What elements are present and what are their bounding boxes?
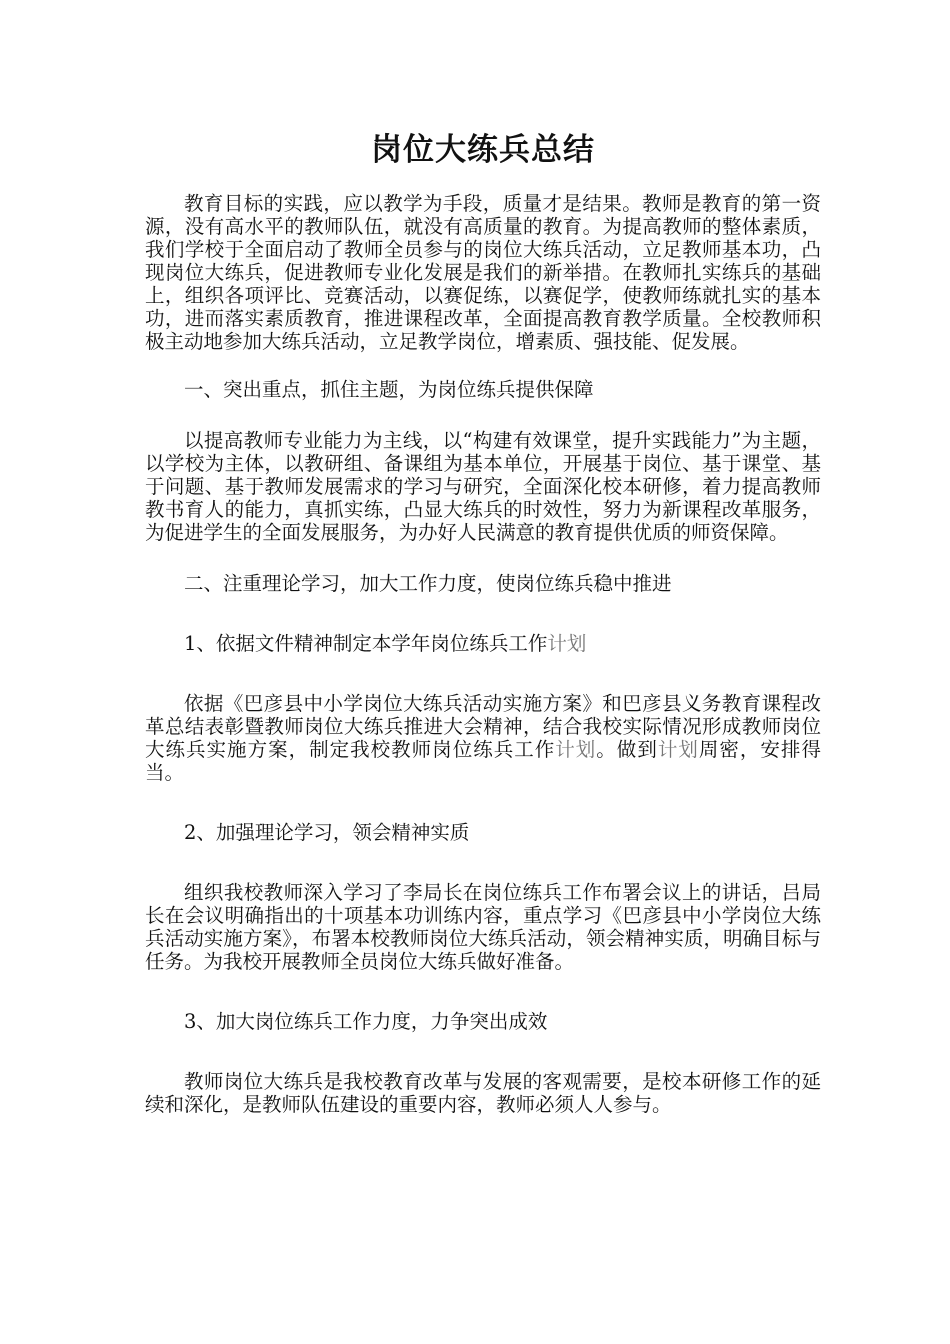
subsection-1-text-c: 周密，安排得当。 [145,738,821,784]
plan-link-text: 计划 [657,738,699,761]
subsection-1-paragraph [145,692,821,784]
subsection-3-paragraph: 教师岗位大练兵是我校教育改革与发展的客观需要，是校本研修工作的延续和深化，是教师队伍建设的重要内容，教师必须人人参与。 [145,1070,821,1116]
section-1-paragraph: 以提高教师专业能力为主线，以“构建有效课堂，提升实践能力”为主题，以学校为主体，以教研组、备课组为基本单位，开展基于岗位、基于课堂、基于问题、基于教师发展需求的学习与研究，全面深化校本研修，着力提高教师教书育人的能力，真抓实练，凸显大练兵的时效性，努力为新课程改革服务，为促进学生的全面发展服务，为办好人民满意的教育提供优质的师资保障。 [145,429,821,544]
plan-link-text: 计划 [555,738,597,761]
document-page [145,128,821,1116]
document-title: 岗位大练兵总结 [371,132,595,168]
subheading-1-text: 1、依据文件精神制定本学年岗位练兵工作 [184,632,548,655]
heading-section-2: 二、注重理论学习，加大工作力度，使岗位练兵稳中推进 [184,572,672,595]
subheading-3: 3、加大岗位练兵工作力度，力争突出成效 [184,1010,548,1033]
subheading-1 [145,632,821,655]
subheading-2: 2、加强理论学习，领会精神实质 [184,821,470,844]
subsection-1-text-a: 依据《巴彦县中小学岗位大练兵活动实施方案》和巴彦县义务教育课程改革总结表彰暨教师岗位大练兵推进大会精神，结合我校实际情况形成教师岗位大练兵实施方案，制定我校教师岗位练兵工作 [145,692,821,761]
intro-paragraph: 教育目标的实践，应以教学为手段，质量才是结果。教师是教育的第一资源，没有高水平的教师队伍，就没有高质量的教育。为提高教师的整体素质，我们学校于全面启动了教师全员参与的岗位大练兵活动，立足教师基本功，凸现岗位大练兵，促进教师专业化发展是我们的新举措。在教师扎实练兵的基础上，组织各项评比、竞赛活动，以赛促练，以赛促学，使教师练就扎实的基本功，进而落实素质教育，推进课程改革，全面提高教育教学质量。全校教师积极主动地参加大练兵活动，立足教学岗位，增素质、强技能、促发展。 [145,192,821,353]
heading-section-1: 一、突出重点，抓住主题，为岗位练兵提供保障 [184,378,594,401]
subsection-1-text-b: 。做到 [596,738,658,761]
plan-link-text: 计划 [547,632,587,655]
subsection-2-paragraph: 组织我校教师深入学习了李局长在岗位练兵工作布署会议上的讲话，吕局长在会议明确指出的十项基本功训练内容，重点学习《巴彦县中小学岗位大练兵活动实施方案》，布署本校教师岗位大练兵活动，领会精神实质，明确目标与任务。为我校开展教师全员岗位大练兵做好准备。 [145,881,821,973]
